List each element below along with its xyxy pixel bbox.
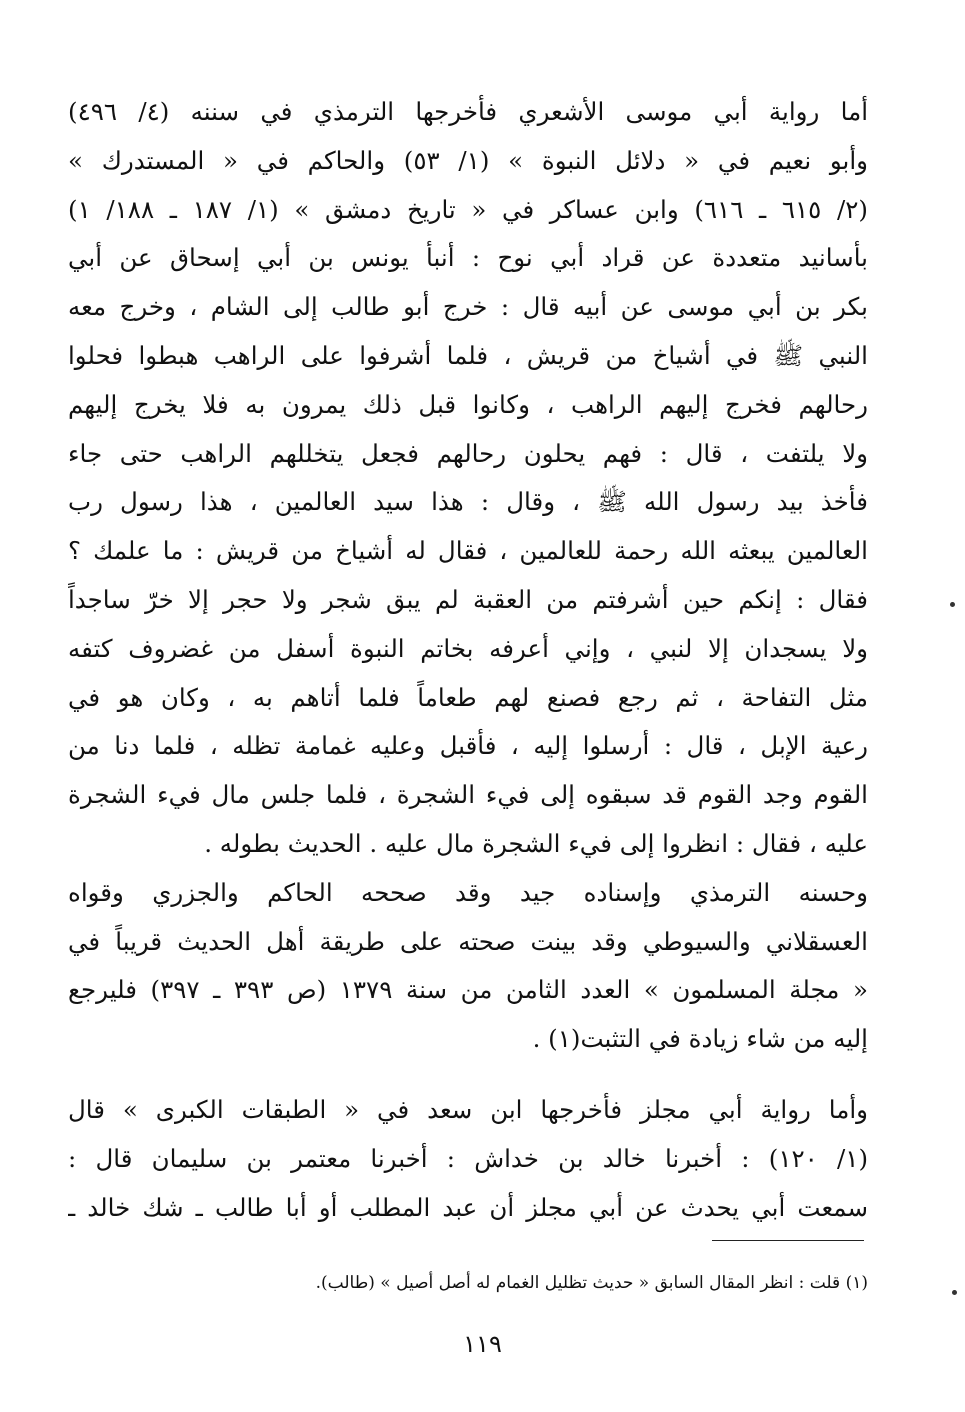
footnote: (١) قلت : انظر المقال السابق « حديث تظليل الغمام له أصل أصيل » (طالب).: [315, 1273, 868, 1293]
body-line: (٢/ ٦١٥ ـ ٦١٦) وابن عساكر في « تاريخ دمشق » (١/ ١٨٧ ـ ١٨٨/ ١): [68, 194, 868, 224]
body-line: وأبو نعيم في « دلائل النبوة » (١/ ٥٣) والحاكم في « المستدرك »: [68, 145, 868, 175]
body-line: بكر بن أبي موسى عن أبيه قال : خرج أبو طالب إلى الشام ، وخرج معه: [68, 292, 868, 322]
body-line: إليه من شاء زيادة في التثبت(١) .: [532, 1024, 868, 1054]
footnote-divider: [712, 1240, 864, 1241]
body-line: ولا يلتفت ، قال : فهم يحلون رحالهم فجعل يتخللهم الراهب حتى جاء: [68, 438, 868, 468]
body-line: بأسانيد متعددة عن قراد أبي نوح : أنبأ يونس بن أبي إسحاق عن أبي: [68, 243, 868, 273]
body-line: رعية الإبل ، قال : أرسلوا إليه ، فأقبل وعليه غمامة تظله ، فلما دنا من: [68, 731, 868, 761]
body-line: (١/ ١٢٠) : أخبرنا خالد بن خداش : أخبرنا معتمر بن سليمان قال :: [68, 1143, 868, 1173]
body-line: العسقلاني والسيوطي وقد بينت صحته على طريقة أهل الحديث قريباً في: [68, 926, 868, 956]
body-line: القوم وجد القوم قد سبقوه إلى فيء الشجرة ، فلما جلس مال فيء الشجرة: [68, 780, 868, 810]
body-line: فأخذ بيد رسول الله ﷺ ، وقال : هذا سيد العالمين ، هذا رسول رب: [68, 487, 868, 517]
body-line: سمعت أبي يحدث عن أبي مجلز أن عبد المطلب أو أبا طالب ـ شك خالد ـ: [68, 1192, 868, 1222]
scan-speck: [952, 1290, 957, 1295]
body-line: العالمين يبعثه الله رحمة للعالمين ، فقال له أشياخ من قريش : ما علمك ؟: [68, 536, 868, 566]
scan-speck: [950, 602, 955, 607]
body-line: وأما رواية أبي مجلز فأخرجها ابن سعد في « الطبقات الكبرى » قال: [68, 1094, 868, 1124]
body-line: وحسنه الترمذي وإسناده جيد وقد صححه الحاكم والجزري وقواه: [68, 877, 868, 907]
body-line: ولا يسجدان إلا لنبي ، وإني أعرفه بخاتم النبوة أسفل من غضروف كتفه: [68, 633, 868, 663]
body-line: النبي ﷺ في أشياخ من قريش ، فلما أشرفوا على الراهب هبطوا فحلوا: [68, 340, 868, 370]
body-line: أما رواية أبي موسى الأشعري فأخرجها الترمذي في سننه (٤/ ٤٩٦): [68, 97, 868, 126]
body-line: فقال : إنكم حين أشرفتم من العقبة لم يبق شجر ولا حجر إلا خرّ ساجداً: [68, 584, 868, 614]
body-line: مثل التفاحة ، ثم رجع فصنع لهم طعاماً فلما أتاهم به ، وكان هو في: [68, 682, 868, 712]
paragraph-gap: [68, 1064, 868, 1086]
body-line: عليه ، فقال : انظروا إلى فيء الشجرة مال عليه . الحديث بطوله .: [204, 828, 868, 858]
body-line: « مجلة المسلمون » العدد الثامن من سنة ١٣٧٩ (ص ٣٩٣ ـ ٣٩٧) فليرجع: [68, 975, 868, 1005]
body-line: رحالهم فخرج إليهم الراهب ، وكانوا قبل ذلك يمرون به فلا يخرج إليهم: [68, 389, 868, 419]
main-text: [68, 88, 868, 1232]
page-number: ١١٩: [463, 1330, 502, 1358]
